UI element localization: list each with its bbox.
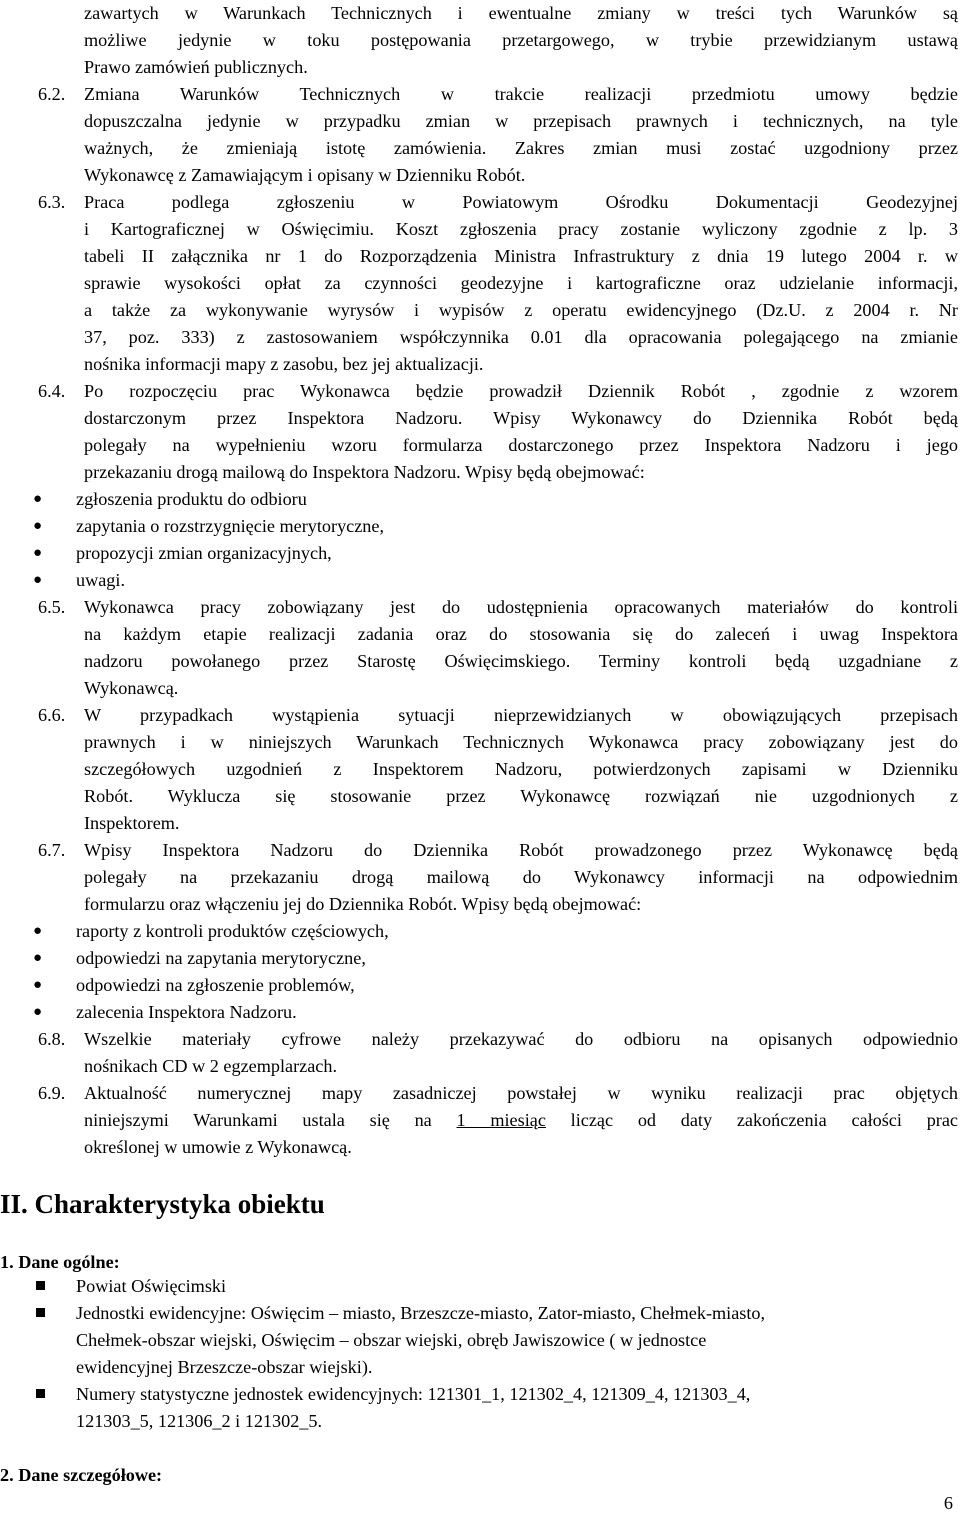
paragraph-line: sprawie wysokości opłat za czynności geodezyjne i kartograficzne oraz udzielanie informacji, (84, 273, 958, 293)
paragraph-line: nośnikach CD w 2 egzemplarzach. (84, 1056, 338, 1076)
paragraph-line: formularzu oraz włączeniu jej do Dziennika Robót. Wpisy będą obejmować: (84, 894, 642, 914)
paragraph-line: Wpisy Inspektora Nadzoru do Dziennika Robót prowadzonego przez Wykonawcę będą (84, 840, 958, 860)
underlined-term: 1 miesiąc (456, 1110, 546, 1130)
section-number: 6.7. (38, 840, 66, 860)
paragraph-line: a także za wykonywanie wyrysów i wypisów z operatu ewidencyjnego (Dz.U. z 2004 r. Nr (84, 300, 958, 320)
list-item: odpowiedzi na zapytania merytoryczne, (76, 948, 366, 968)
paragraph-line: nośnika informacji mapy z zasobu, bez jej aktualizacji. (84, 354, 484, 374)
paragraph-line: tabeli II załącznika nr 1 do Rozporządzenia Ministra Infrastruktury z dnia 19 lutego 2004 r. w (84, 246, 958, 266)
paragraph-line: polegały na wypełnieniu wzoru formularza dostarczonego przez Inspektora Nadzoru i jego (84, 435, 958, 455)
list-item-continuation: Chełmek-obszar wiejski, Oświęcim – obszar wiejski, obręb Jawiszowice ( w jednostce (76, 1330, 707, 1350)
section-number: 6.6. (38, 705, 66, 725)
subsection-heading: 1. Dane ogólne: (0, 1252, 120, 1272)
list-item: Jednostki ewidencyjne: Oświęcim – miasto, Brzeszcze-miasto, Zator-miasto, Chełmek-miasto, (76, 1303, 766, 1323)
section-heading: II. Charakterystyka obiektu (0, 1189, 325, 1219)
text-run: niniejszymi Warunkami ustala się na (84, 1110, 457, 1130)
bullet-icon: ● (33, 923, 43, 939)
section-number: 6.9. (38, 1083, 66, 1103)
paragraph-line: polegały na przekazaniu drogą mailową do Wykonawcy informacji na odpowiednim (84, 867, 958, 887)
paragraph-line: Po rozpoczęciu prac Wykonawca będzie prowadził Dziennik Robót , zgodnie z wzorem (84, 381, 958, 401)
paragraph-line: Zmiana Warunków Technicznych w trakcie realizacji przedmiotu umowy będzie (84, 84, 958, 104)
paragraph-line: Praca podlega zgłoszeniu w Powiatowym Ośrodku Dokumentacji Geodezyjnej (84, 192, 958, 212)
bullet-icon: ● (33, 1004, 43, 1020)
paragraph-line: na każdym etapie realizacji zadania oraz do stosowania się do zaleceń i uwag Inspektora (84, 624, 958, 644)
paragraph-line: ważnych, że zmieniają istotę zamówienia. Zakres zmian musi zostać uzgodniony przez (84, 138, 958, 158)
bullet-icon: ● (33, 491, 43, 507)
list-item: Numery statystyczne jednostek ewidencyjnych: 121301_1, 121302_4, 121309_4, 121303_4, (76, 1384, 751, 1404)
text-run: licząc od daty zakończenia całości prac (545, 1110, 958, 1130)
section-number: 6.5. (38, 597, 66, 617)
list-item: uwagi. (76, 570, 125, 590)
page-number: 6 (943, 1493, 953, 1513)
list-item: zapytania o rozstrzygnięcie merytoryczne, (76, 516, 385, 536)
list-item: odpowiedzi na zgłoszenie problemów, (76, 975, 355, 995)
paragraph-line: dopuszczalna jedynie w przypadku zmian w przepisach prawnych i technicznych, na tyle (84, 111, 958, 131)
intro-line: Prawo zamówień publicznych. (84, 57, 308, 77)
square-bullet-icon (36, 1389, 45, 1398)
paragraph-line: Wykonawcę z Zamawiającym i opisany w Dzienniku Robót. (84, 165, 526, 185)
square-bullet-icon (36, 1308, 45, 1317)
section-number: 6.2. (38, 84, 66, 104)
list-item: Powiat Oświęcimski (76, 1276, 227, 1296)
section-number: 6.3. (38, 192, 66, 212)
list-item: zalecenia Inspektora Nadzoru. (76, 1002, 297, 1022)
paragraph-line: W przypadkach wystąpienia sytuacji nieprzewidzianych w obowiązujących przepisach (84, 705, 958, 725)
paragraph-line: prawnych i w niniejszych Warunkach Technicznych Wykonawca pracy zobowiązany jest do (84, 732, 958, 752)
paragraph-line: Wszelkie materiały cyfrowe należy przekazywać do odbioru na opisanych odpowiednio (84, 1029, 958, 1049)
paragraph-line: Inspektorem. (84, 813, 180, 833)
section-number: 6.4. (38, 381, 66, 401)
list-item-continuation: ewidencyjnej Brzeszcze-obszar wiejski). (76, 1357, 373, 1377)
paragraph-line: dostarczonym przez Inspektora Nadzoru. Wpisy Wykonawcy do Dziennika Robót będą (84, 408, 958, 428)
bullet-icon: ● (33, 572, 43, 588)
list-item-continuation: 121303_5, 121306_2 i 121302_5. (76, 1411, 323, 1431)
paragraph-line: nadzoru powołanego przez Starostę Oświęcimskiego. Terminy kontroli będą uzgadniane z (84, 651, 958, 671)
paragraph-line: Aktualność numerycznej mapy zasadniczej powstałej w wyniku realizacji prac objętych (84, 1083, 958, 1103)
list-item: raporty z kontroli produktów częściowych, (76, 921, 389, 941)
intro-line: możliwe jedynie w toku postępowania przetargowego, w trybie przewidzianym ustawą (84, 30, 958, 50)
section-number: 6.8. (38, 1029, 66, 1049)
paragraph-line: i Kartograficznej w Oświęcimiu. Koszt zgłoszenia pracy zostanie wyliczony zgodnie z lp. 3 (84, 219, 958, 239)
paragraph-line: szczegółowych uzgodnień z Inspektorem Nadzoru, potwierdzonych zapisami w Dzienniku (84, 759, 958, 779)
list-item: zgłoszenia produktu do odbioru (76, 489, 307, 509)
subsection-heading: 2. Dane szczegółowe: (0, 1465, 163, 1485)
paragraph-line (84, 1107, 958, 1134)
paragraph-line: Wykonawcą. (84, 678, 179, 698)
paragraph-line: przekazaniu drogą mailową do Inspektora Nadzoru. Wpisy będą obejmować: (84, 462, 645, 482)
square-bullet-icon (36, 1281, 45, 1290)
bullet-icon: ● (33, 977, 43, 993)
paragraph-line: Wykonawca pracy zobowiązany jest do udostępnienia opracowanych materiałów do kontroli (84, 597, 958, 617)
bullet-icon: ● (33, 950, 43, 966)
bullet-icon: ● (33, 518, 43, 534)
paragraph-line: określonej w umowie z Wykonawcą. (84, 1137, 352, 1157)
intro-line: zawartych w Warunkach Technicznych i ewentualne zmiany w treści tych Warunków są (84, 3, 958, 23)
list-item: propozycji zmian organizacyjnych, (76, 543, 332, 563)
paragraph-line: 37, poz. 333) z zastosowaniem współczynnika 0.01 dla opracowania polegającego na zmianie (84, 327, 958, 347)
paragraph-line: Robót. Wyklucza się stosowanie przez Wykonawcę rozwiązań nie uzgodnionych z (84, 786, 958, 806)
bullet-icon: ● (33, 545, 43, 561)
